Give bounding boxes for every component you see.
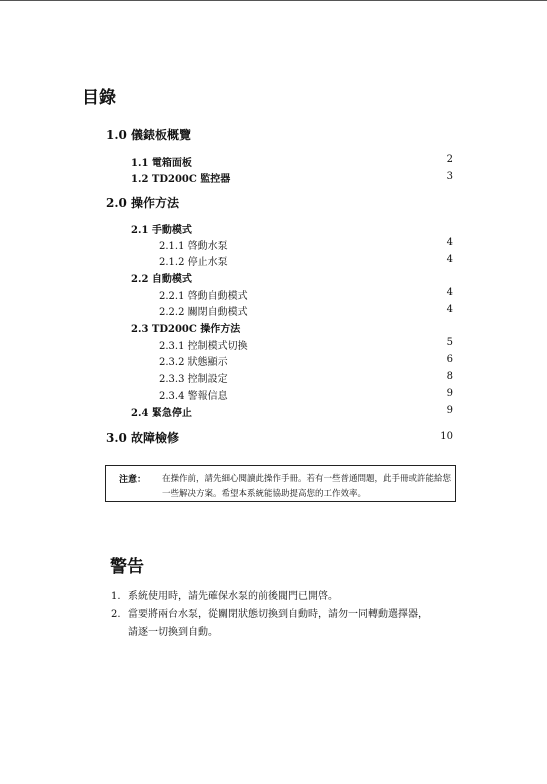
toc-entry-2-2: 2.2 自動模式: [131, 274, 192, 285]
toc-entry-2-3-4: 2.3.4 警報信息: [159, 391, 228, 402]
note-text: 在操作前，請先細心閱讀此操作手冊。若有一些普通問題，此手冊或許能給您一些解决方案。希望本系統能協助提高您的工作效率。: [162, 474, 452, 499]
toc-entry-2-2-2: 2.2.2 關閉自動模式: [159, 307, 248, 318]
toc-entry-2-2-1: 2.2.1 啓動自動模式: [159, 291, 248, 302]
warning-item-text: 系統使用時，請先確保水泵的前後閥門已開啓。: [128, 591, 338, 602]
note-label: 注意：: [119, 475, 147, 485]
toc-entry-1-1: 1.1 電箱面板: [131, 158, 192, 169]
toc-entry-2-1-2: 2.1.2 停止水泵: [159, 257, 228, 268]
toc-page-2-2-2: 4: [446, 304, 453, 315]
toc-page-2-3-1: 5: [446, 337, 453, 348]
toc-entry-2-3: 2.3 TD200C 操作方法: [131, 324, 241, 335]
toc-title: 目錄: [82, 88, 116, 108]
toc-page-1-1: 2: [446, 154, 453, 165]
toc-section-2: 2.0 操作方法: [106, 196, 180, 210]
toc-entry-2-1-1: 2.1.1 啓動水泵: [159, 241, 228, 252]
toc-section-1: 1.0 儀錶板概覽: [106, 128, 192, 142]
toc-entry-2-3-1: 2.3.1 控制模式切換: [159, 341, 248, 352]
toc-page-2-1-2: 4: [446, 254, 453, 265]
warning-item: [111, 588, 441, 608]
toc-page-1-2: 3: [446, 171, 453, 182]
toc-page-2-3-4: 9: [446, 388, 453, 399]
warning-item: [111, 606, 441, 646]
warning-item-number: 1.: [111, 591, 121, 602]
toc-page-2-2-1: 4: [446, 287, 453, 298]
warning-item-number: 2.: [111, 609, 121, 620]
toc-entry-2-4: 2.4 緊急停止: [131, 408, 192, 419]
warning-title: 警告: [110, 557, 144, 577]
top-rule: [0, 0, 547, 1]
toc-page-2-4: 9: [446, 405, 453, 416]
toc-entry-1-2: 1.2 TD200C 監控器: [131, 174, 231, 185]
toc-page-section-3: 10: [440, 431, 453, 442]
toc-page-2-3-3: 8: [446, 371, 453, 382]
warning-item-text: 當要將兩台水泵，從關閉狀態切換到自動時，請勿一同轉動選擇器，請逐一切換到自動。: [128, 609, 428, 638]
toc-entry-2-1: 2.1 手動模式: [131, 225, 192, 236]
toc-page-2-1-1: 4: [446, 237, 453, 248]
toc-section-3: 3.0 故障檢修: [106, 431, 180, 445]
toc-page-2-3-2: 6: [446, 354, 453, 365]
note-box: [105, 465, 456, 502]
toc-entry-2-3-3: 2.3.3 控制設定: [159, 374, 228, 385]
toc-entry-2-3-2: 2.3.2 狀態顯示: [159, 357, 228, 368]
